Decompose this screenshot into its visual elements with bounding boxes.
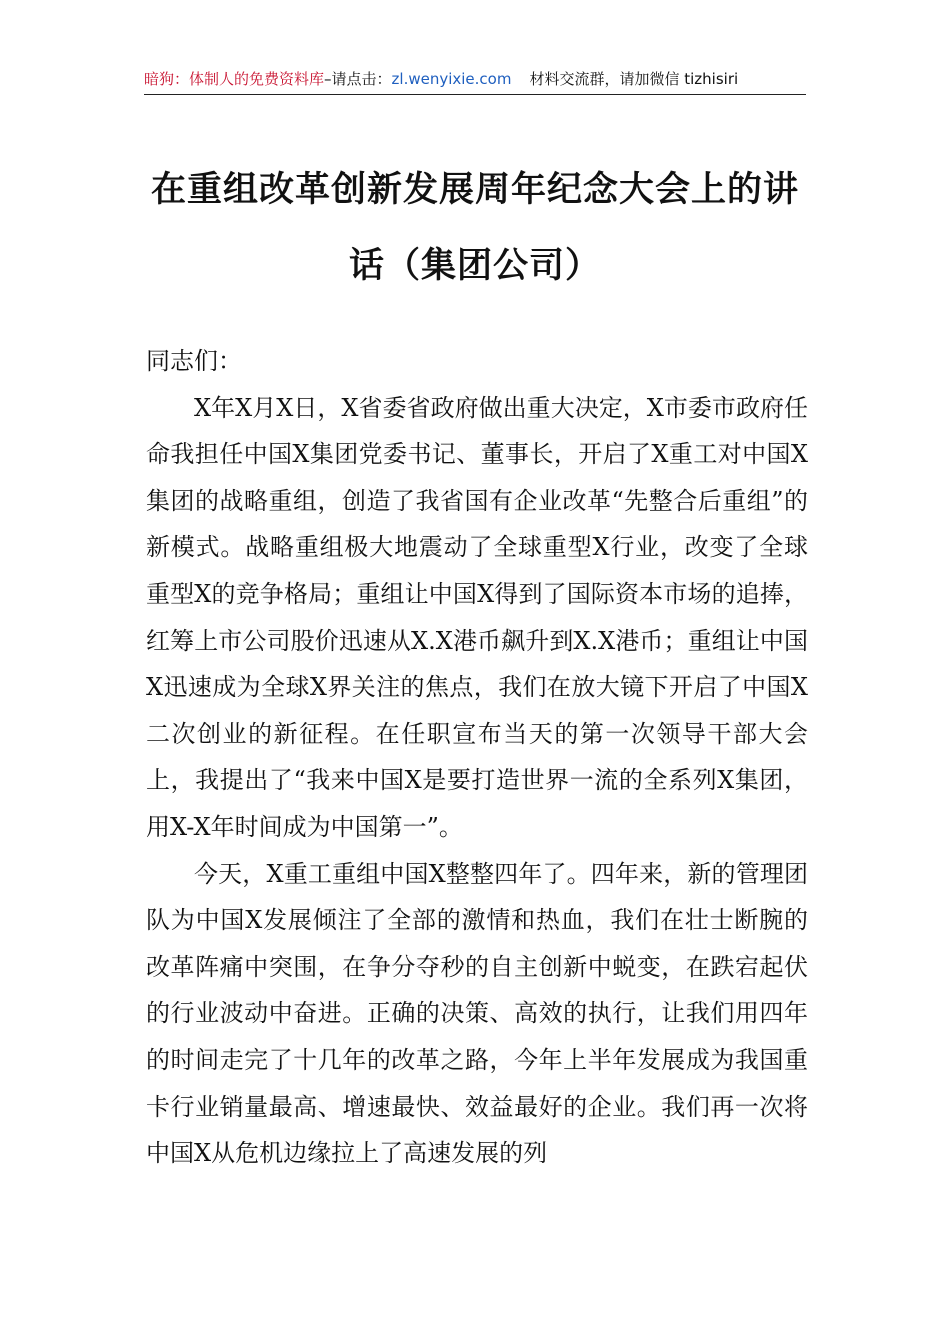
document-title <box>144 152 806 304</box>
body-paragraph-1: X年X月X日，X省委省政府做出重大决定，X市委市政府任命我担任中国X集团党委书记、董事长，开启了X重工对中国X集团的战略重组，创造了我省国有企业改革“先整合后重组”的新模式。战略重组极大地震动了全球重型X行业，改变了全球重型X的竞争格局；重组让中国X得到了国际资本市场的追捧，红筹上市公司股价迅速从X.X港币飙升到X.X港币；重组让中国X迅速成为全球X界关注的焦点，我们在放大镜下开启了中国X二次创业的新征程。在任职宣布当天的第一次领导干部大会上，我提出了“我来中国X是要打造世界一流的全系列X集团，用X-X年时间成为中国第一”。 <box>146 393 808 841</box>
body-paragraph-2: 今天，X重工重组中国X整整四年了。四年来，新的管理团队为中国X发展倾注了全部的激情和热血，我们在壮士断腕的改革阵痛中突围，在争分夺秒的自主创新中蜕变，在跌宕起伏的行业波动中奋进。正确的决策、高效的执行，让我们用四年的时间走完了十几年的改革之路，今年上半年发展成为我国重卡行业销量最高、增速最快、效益最好的企业。我们再一次将中国X从危机边缘拉上了高速发展的列 <box>146 859 808 1168</box>
document-body <box>146 338 808 1177</box>
header-brand: 暗狗：体制人的免费资料库 <box>144 70 325 88</box>
header-url-link[interactable]: zl.wenyixie.com <box>391 70 512 88</box>
header-group-info: 材料交流群，请加微信 tizhisiri <box>529 70 739 88</box>
header-link-prompt: –请点击： <box>324 70 392 88</box>
title-line-1: 在重组改革创新发展周年纪念大会上的讲 <box>150 169 799 210</box>
page-header <box>144 66 806 95</box>
salutation: 同志们： <box>146 347 242 375</box>
title-line-2: 话（集团公司） <box>348 245 601 286</box>
